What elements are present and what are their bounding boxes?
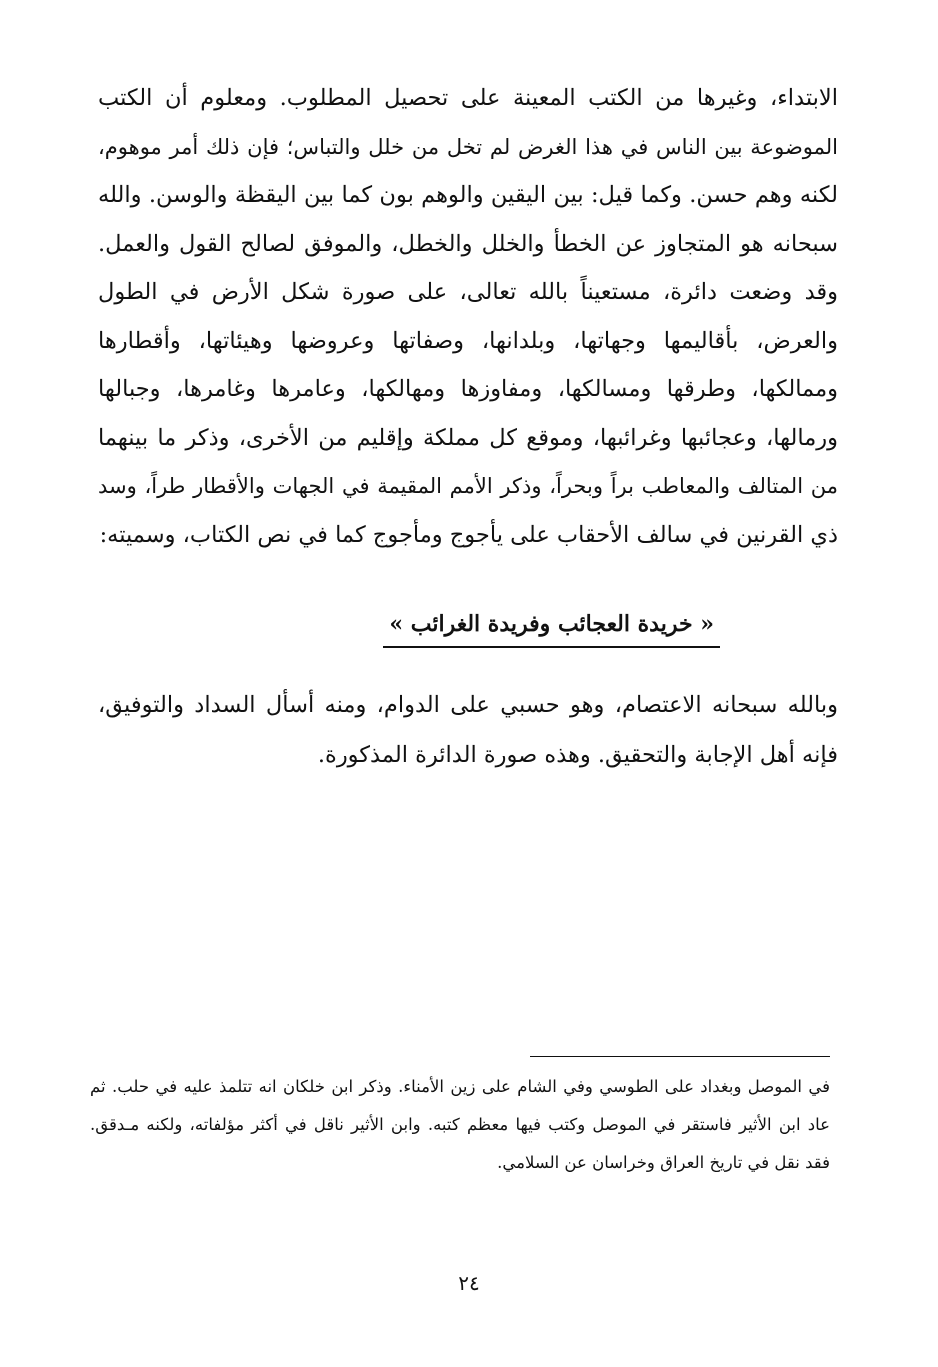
page-number: ٢٤	[458, 1271, 480, 1295]
body-line-1: الابتداء، وغيرها من الكتب المعينة على تحصيل المطلوب. ومعلوم أن الكتب	[98, 85, 838, 111]
footnote-divider	[530, 1056, 830, 1057]
body-line-7: وممالكها، وطرقها ومسالكها، ومفاوزها ومهالكها، وعامرها وغامرها، وجبالها	[98, 376, 838, 402]
body-line-4: سبحانه هو المتجاوز عن الخطأ والخلل والخطل، والموفق لصالح القول والعمل.	[98, 230, 838, 257]
closing-paragraph	[98, 680, 838, 780]
footnote-block	[90, 1068, 830, 1182]
footnote-line-2: عاد ابن الأثير فاستقر في الموصل وكتب فيها معظم كتبه. وابن الأثير ناقل في أكثر مؤلفاته، ولكنه مـدقق.	[90, 1115, 830, 1134]
book-title: « خريدة العجائب وفريدة الغرائب »	[383, 604, 720, 648]
body-line-3: لكنه وهم حسن. وكما قيل: بين اليقين والوهم بون كما بين اليقظة والوسن. والله	[98, 182, 838, 208]
body-line-8: ورمالها، وعجائبها وغرائبها، وموقع كل مملكة وإقليم من الأخرى، وذكر ما بينهما	[98, 424, 838, 451]
body-line-5: وقد وضعت دائرة، مستعيناً بالله تعالى، على صورة شكل الأرض في الطول	[98, 279, 838, 305]
main-paragraph	[98, 74, 838, 559]
footnote-line-1: في الموصل وبغداد على الطوسي وفي الشام على زين الأمناء. وذكر ابن خلكان انه تتلمذ عليه في حلب. ثم	[90, 1077, 830, 1096]
body-line-6: والعرض، بأقاليمها وجهاتها، وبلدانها، وصفاتها وعروضها وهيئاتها، وأقطارها	[98, 327, 838, 354]
footnote-line-3: فقد نقل في تاريخ العراق وخراسان عن السلامي.	[497, 1153, 830, 1172]
closing-line-2: فإنه أهل الإجابة والتحقيق. وهذه صورة الدائرة المذكورة.	[317, 742, 838, 768]
body-line-9: من المتالف والمعاطب براً وبحراً، وذكر الأمم المقيمة في الجهات والأقطار طراً، وسد	[98, 474, 838, 498]
body-line-10: ذي القرنين في سالف الأحقاب على يأجوج ومأجوج كما في نص الكتاب، وسميته:	[99, 521, 838, 548]
body-line-2: الموضوعة بين الناس في هذا الغرض لم تخل من خلل والتباس؛ فإن ذلك أمر موهوم،	[98, 134, 838, 159]
closing-line-1: وبالله سبحانه الاعتصام، وهو حسبي على الدوام، ومنه أسأل السداد والتوفيق،	[98, 692, 838, 718]
book-title-block	[390, 604, 720, 648]
